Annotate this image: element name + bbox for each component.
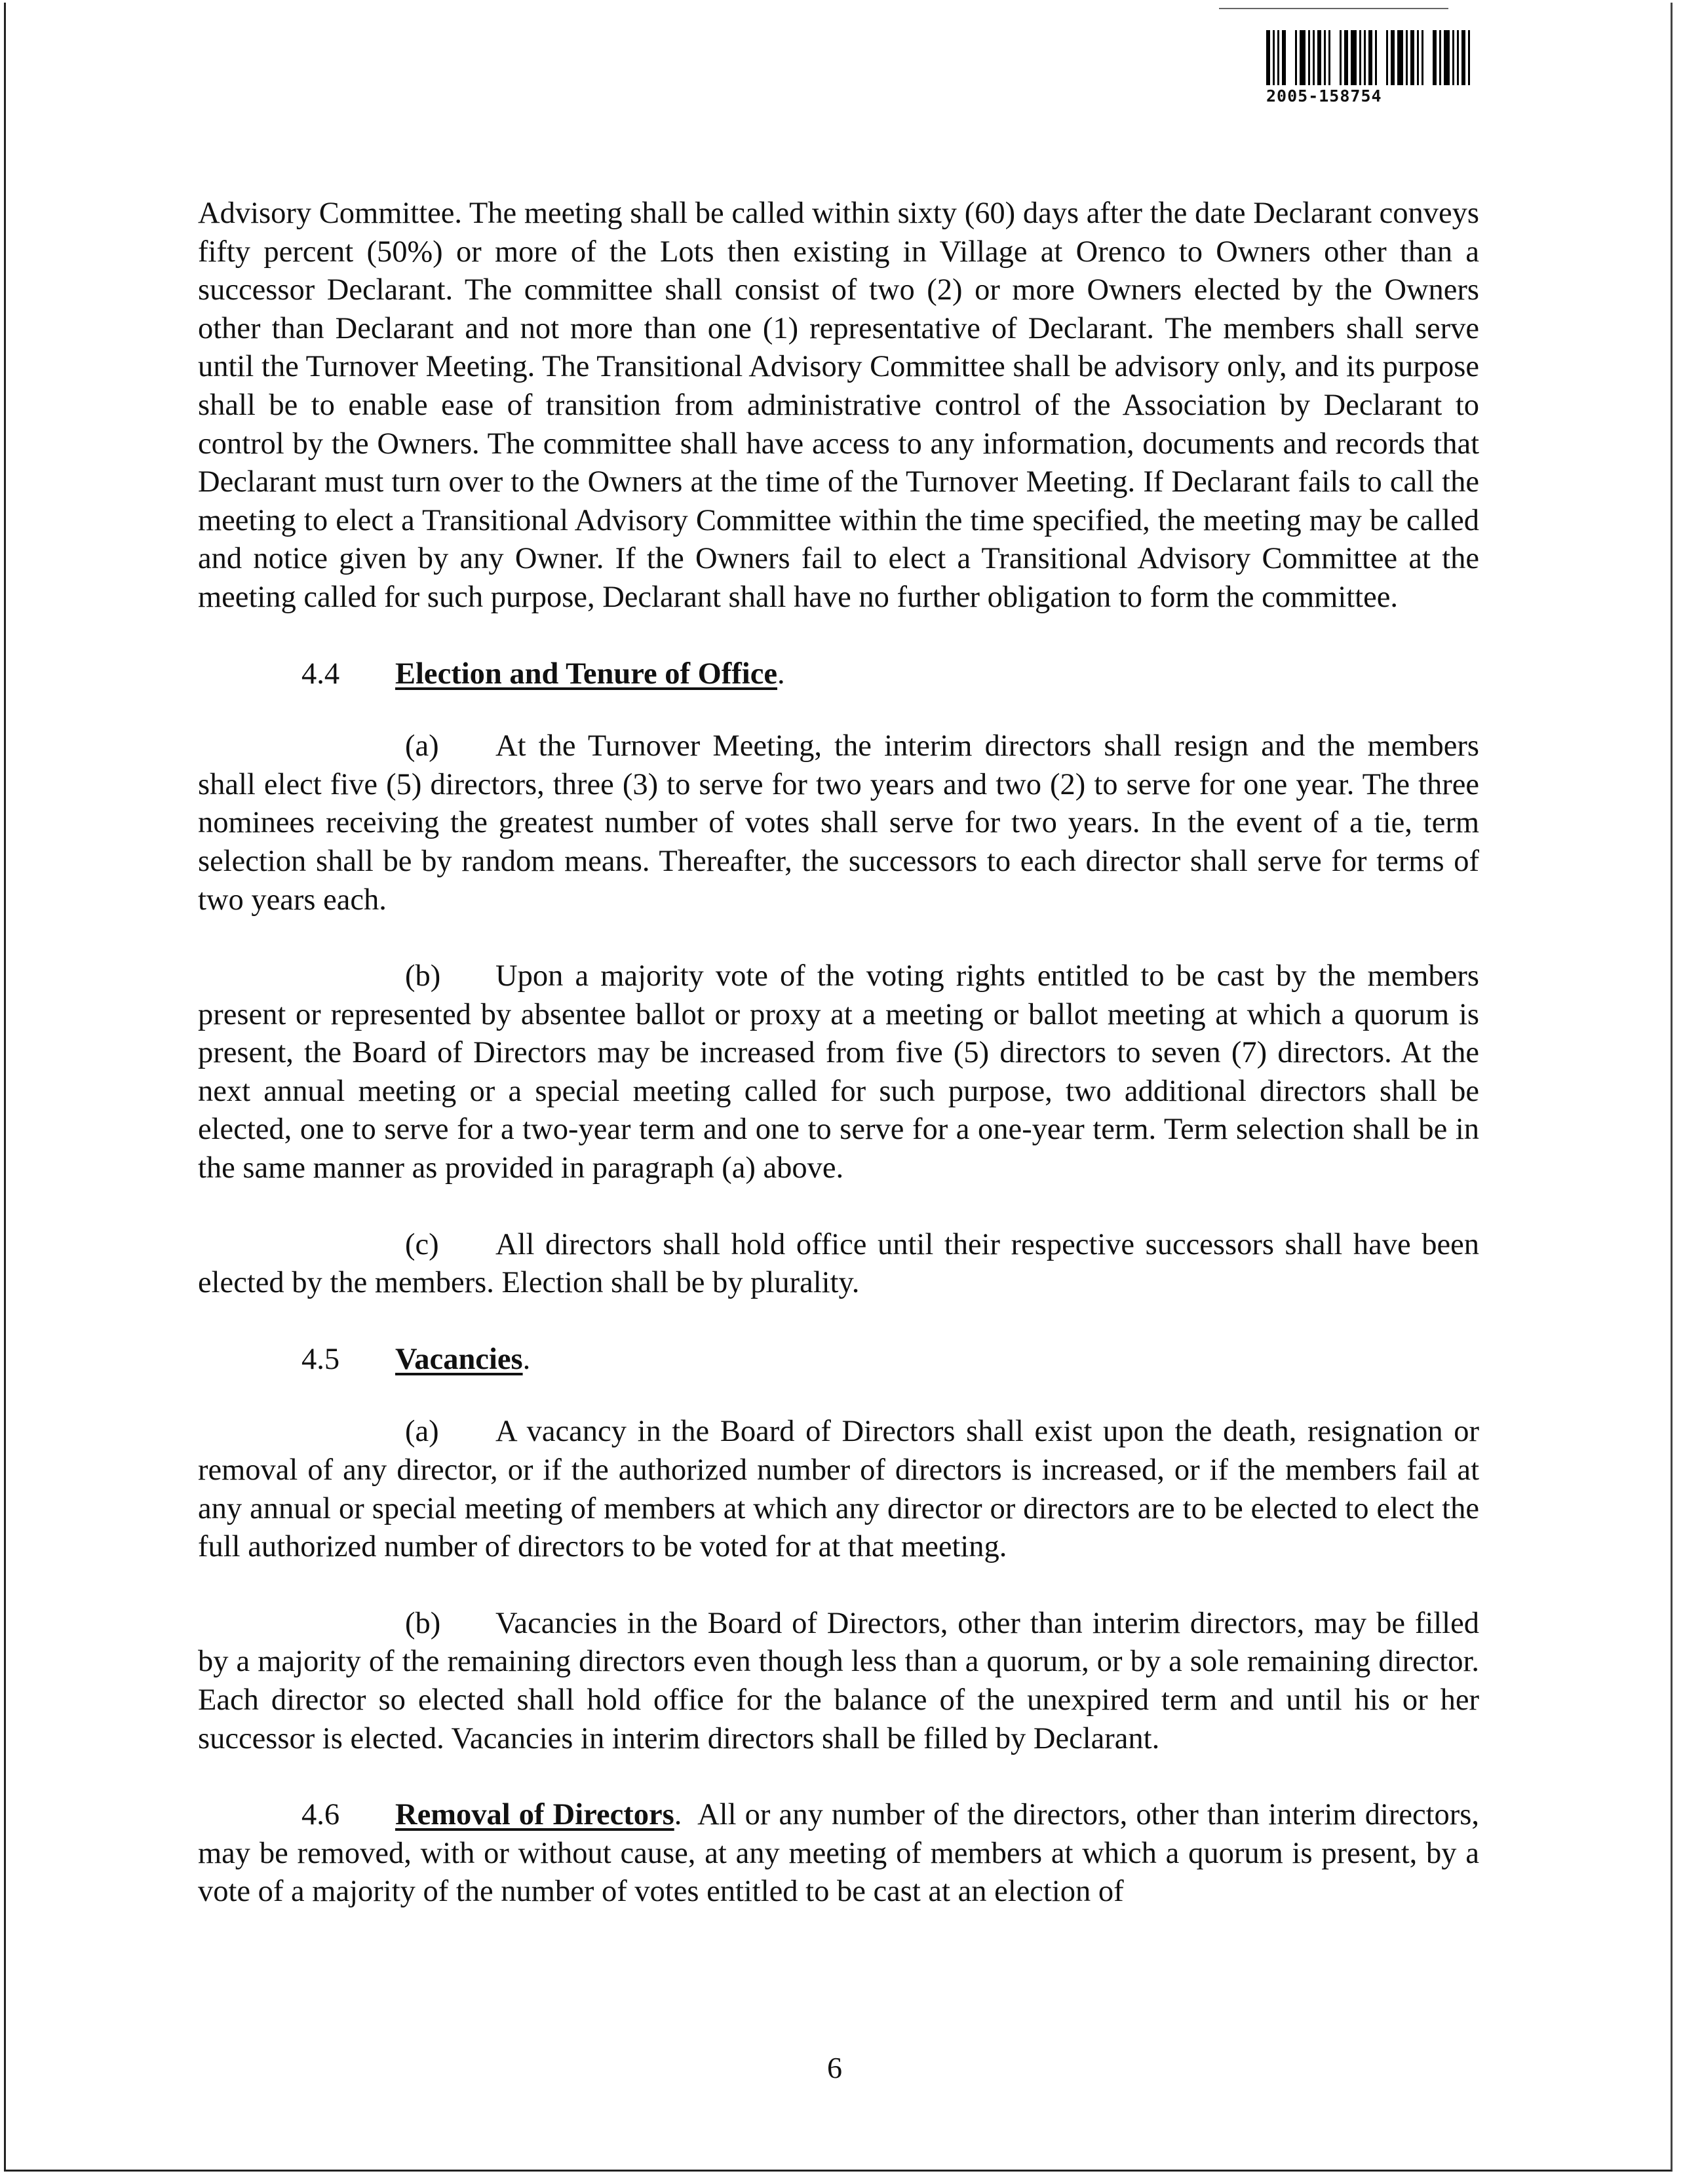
barcode-bar xyxy=(1266,30,1270,85)
section-4-5-a xyxy=(198,1413,1479,1566)
paragraph-text: At the Turnover Meeting, the interim directors shall resign and the members shall elect five (5) directors, three (3) to serve for two years and two (2) to serve for one year. The three nominees receiving the greatest number of votes shall serve for two years. In the event of a tie, term selection shall be by random means. Thereafter, the successors to each director shall serve for terms of two years each. xyxy=(198,729,1479,917)
barcode-bar xyxy=(1406,30,1408,85)
section-number: 4.5 xyxy=(301,1342,340,1376)
barcode-bar xyxy=(1351,30,1357,85)
barcode-bar xyxy=(1433,30,1437,85)
barcode-bar xyxy=(1300,30,1306,85)
barcode-bar xyxy=(1375,30,1377,85)
top-scan-rule xyxy=(1219,8,1448,9)
barcode-bar xyxy=(1397,30,1403,85)
paragraph-label: (b) xyxy=(405,959,441,993)
barcode-bar xyxy=(1313,30,1315,85)
paragraph-label: (c) xyxy=(405,1227,439,1261)
barcode-bar xyxy=(1410,30,1414,85)
barcode-bar xyxy=(1295,30,1297,85)
barcode-bar xyxy=(1344,30,1348,85)
barcode-bar xyxy=(1308,30,1310,85)
intro-paragraph: Advisory Committee. The meeting shall be called within sixty (60) days after the date Declarant conveys fifty percent (50%) or more of the Lots then existing in Village at Orenco to Owners other than a successor Declarant. The committee shall consist of two (2) or more Owners elected by the Owners other than Declarant and not more than one (1) representative of Declarant. The members shall serve until the Turnover Meeting. The Transitional Advisory Committee shall be advisory only, and its purpose shall be to enable ease of transition from administrative control of the Association by Declarant to control by the Owners. The committee shall have access to any information, documents and records that Declarant must turn over to the Owners at the time of the Turnover Meeting. If Declarant fails to call the meeting to elect a Transitional Advisory Committee within the time specified, the meeting may be called and notice given by any Owner. If the Owners fail to elect a Transitional Advisory Committee at the meeting called for such purpose, Declarant shall have no further obligation to form the committee. xyxy=(198,197,1479,614)
section-4-4-b xyxy=(198,957,1479,1188)
paragraph-label: (a) xyxy=(405,1415,439,1449)
section-title: Vacancies xyxy=(395,1342,523,1376)
paragraph-text: All or any number of the directors, other than interim directors, may be removed, with or without cause, at any meeting of members at which a quorum is present, by a vote of a majority of the number of votes entitled to be cast at an election of xyxy=(198,1798,1480,1909)
barcode-bar xyxy=(1457,30,1459,85)
document-barcode xyxy=(1266,30,1560,85)
barcode-bar xyxy=(1452,30,1454,85)
barcode-bar xyxy=(1282,30,1286,85)
paragraph-text: All directors shall hold office until their respective successors shall have been elected by the members. Election shall be by plurality. xyxy=(198,1227,1479,1300)
section-4-5-heading: 4.5 Vacancies. xyxy=(198,1341,1479,1379)
barcode-bar xyxy=(1461,30,1465,85)
section-number: 4.6 xyxy=(301,1798,340,1832)
section-title: Election and Tenure of Office xyxy=(395,657,777,691)
barcode-bar xyxy=(1444,30,1450,85)
barcode-bar xyxy=(1417,30,1419,85)
barcode-bar xyxy=(1273,30,1275,85)
section-4-4-heading: 4.4 Election and Tenure of Office. xyxy=(198,655,1479,694)
document-number: 2005-158754 xyxy=(1266,86,1382,105)
paragraph-text: Vacancies in the Board of Directors, other than interim directors, may be filled by a majority of the remaining directors even though less than a quorum, or by a sole remaining director. Each director so elected shall hold office for the balance of the unexpired term and until his or her successor is elected. Vacancies in interim directors shall be filled by Declarant. xyxy=(198,1606,1479,1755)
page-number: 6 xyxy=(827,2051,842,2084)
section-4-4-c xyxy=(198,1226,1479,1303)
paragraph-label: (a) xyxy=(405,729,439,763)
barcode-bar xyxy=(1340,30,1342,85)
paragraph-label: (b) xyxy=(405,1606,441,1640)
barcode-bar xyxy=(1439,30,1441,85)
barcode-bar xyxy=(1324,30,1326,85)
section-4-6: 4.6 Removal of Directors. All or any number of the directors, other than interim directors, may be removed, with or without cause, at any meeting of members at which a quorum is present, by a vote of a majority of the number of votes entitled to be cast at an election of xyxy=(198,1796,1479,1911)
section-number: 4.4 xyxy=(301,657,340,691)
barcode-bar xyxy=(1328,30,1330,85)
barcode-bar xyxy=(1386,30,1388,85)
section-4-5-b xyxy=(198,1605,1479,1758)
barcode-bar xyxy=(1364,30,1366,85)
barcode-bar xyxy=(1277,30,1279,85)
paragraph-text: Upon a majority vote of the voting rights entitled to be cast by the members present or represented by absentee ballot or proxy at a meeting or ballot meeting at which a quorum is present, the Board of Directors may be increased from five (5) directors to seven (7) directors. At the next annual meeting or a special meeting called for such purpose, two additional directors shall be elected, one to serve for a two-year term and one to serve for a one-year term. Term selection shall be in the same manner as provided in paragraph (a) above. xyxy=(198,959,1479,1185)
barcode-bar xyxy=(1368,30,1372,85)
section-4-4-a xyxy=(198,727,1479,919)
barcode-bar xyxy=(1391,30,1395,85)
barcode-bar xyxy=(1468,30,1470,85)
document-body xyxy=(198,195,1479,1911)
barcode-bar xyxy=(1422,30,1423,85)
barcode-bar xyxy=(1359,30,1361,85)
barcode-bar xyxy=(1317,30,1321,85)
paragraph-text: A vacancy in the Board of Directors shall exist upon the death, resignation or removal of any director, or if the authorized number of directors is increased, or if the members fail at any annual or special meeting of members at which any director or directors are to be elected to elect the full authorized number of directors to be voted for at that meeting. xyxy=(198,1415,1479,1564)
section-title: Removal of Directors xyxy=(395,1798,674,1832)
